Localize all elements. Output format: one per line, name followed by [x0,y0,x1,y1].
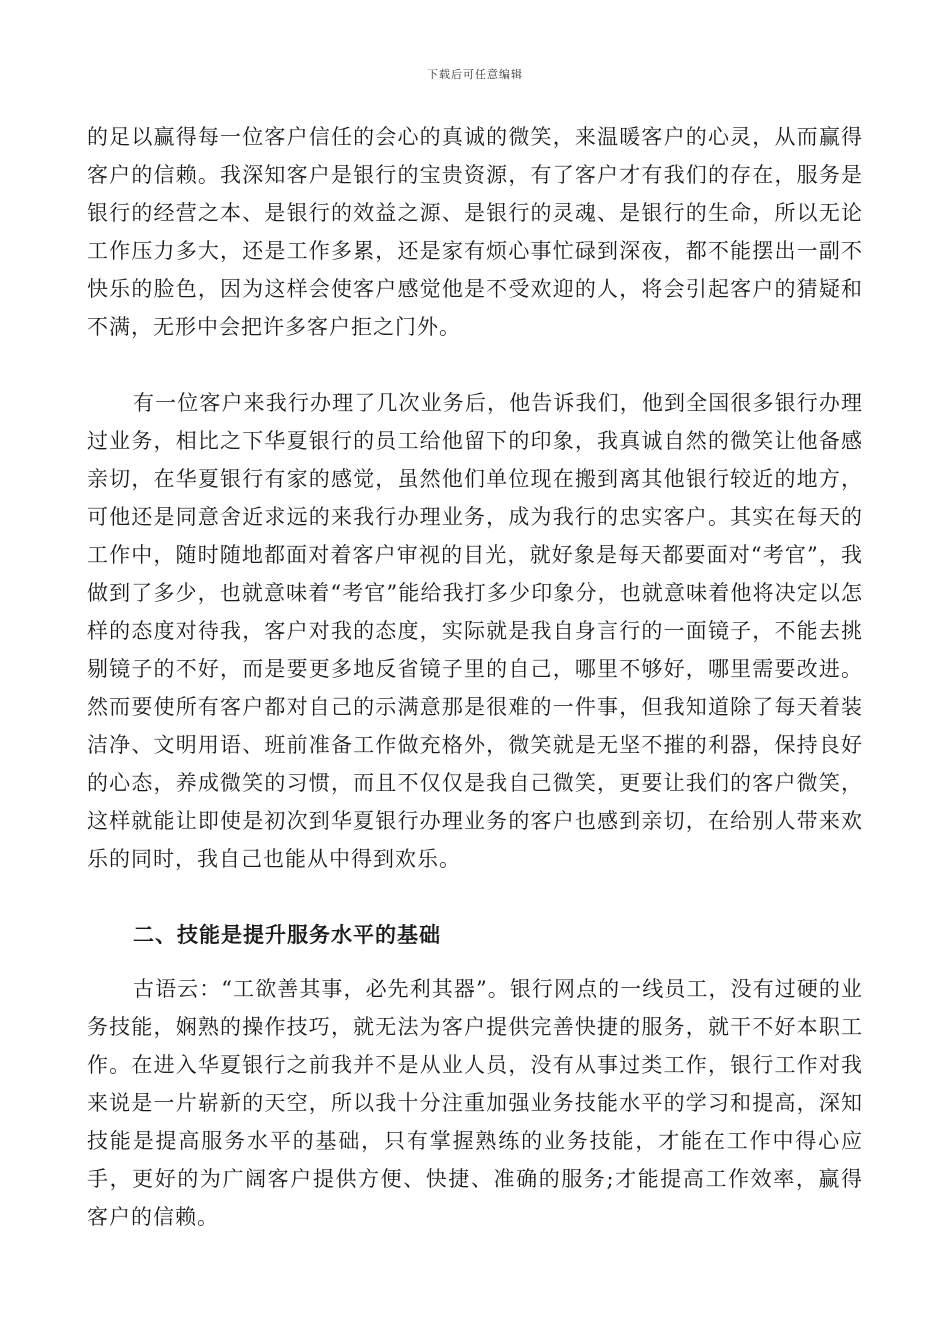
document-body [87,118,863,1236]
paragraph-gap [87,878,863,916]
paragraph-skills: 古语云：“工欲善其事，必先利其器”。银行网点的一线员工，没有过硬的业务技能，娴熟的操作技巧，就无法为客户提供完善快捷的服务，就干不好本职工作。在进入华夏银行之前我并不是从业人员，没有从事过类工作，银行工作对我来说是一片崭新的天空，所以我十分注重加强业务技能水平的学习和提高，深知技能是提高服务水平的基础，只有掌握熟练的业务技能，才能在工作中得心应手，更好的为广阔客户提供方便、快捷、准确的服务;才能提高工作效率，赢得客户的信赖。 [87,977,863,1229]
paragraph-continued: 的足以赢得每一位客户信任的会心的真诚的微笑，来温暖客户的心灵，从而赢得客户的信赖。我深知客户是银行的宝贵资源，有了客户才有我们的存在，服务是银行的经营之本、是银行的效益之源、是银行的灵魂、是银行的生命，所以无论工作压力多大，还是工作多累，还是家有烦心事忙碌到深夜，都不能摆出一副不快乐的脸色，因为这样会使客户感觉他是不受欢迎的人，将会引起客户的猜疑和不满，无形中会把许多客户拒之门外。 [87,125,863,339]
paragraph-gap [87,346,863,384]
paragraph-gap [87,954,863,970]
section-heading: 二、技能是提升服务水平的基础 [133,922,441,947]
paragraph-customer-story: 有一位客户来我行办理了几次业务后，他告诉我们，他到全国很多银行办理过业务，相比之下华夏银行的员工给他留下的印象，我真诚自然的微笑让他备感亲切，在华夏银行有家的感觉，虽然他们单位现在搬到离其他银行较近的地方，可他还是同意舍近求远的来我行办理业务，成为我行的忠实客户。其实在每天的工作中，随时随地都面对着客户审视的目光，就好象是每天都要面对“考官”，我做到了多少，也就意味着“考官”能给我打多少印象分，也就意味着他将决定以怎样的态度对待我，客户对我的态度，实际就是我自身言行的一面镜子，不能去挑剔镜子的不好，而是要更多地反省镜子里的自己，哪里不够好，哪里需要改进。然而要使所有客户都对自己的示满意那是很难的一件事，但我知道除了每天着装洁净、文明用语、班前准备工作做充格外，微笑就是无坚不摧的利器，保持良好的心态，养成微笑的习惯，而且不仅仅是我自己微笑，更要让我们的客户微笑，这样就能让即使是初次到华夏银行办理业务的客户也感到亲切，在给别人带来欢乐的同时，我自己也能从中得到欢乐。 [87,391,863,871]
page-header: 下载后可任意编辑 [427,68,523,81]
